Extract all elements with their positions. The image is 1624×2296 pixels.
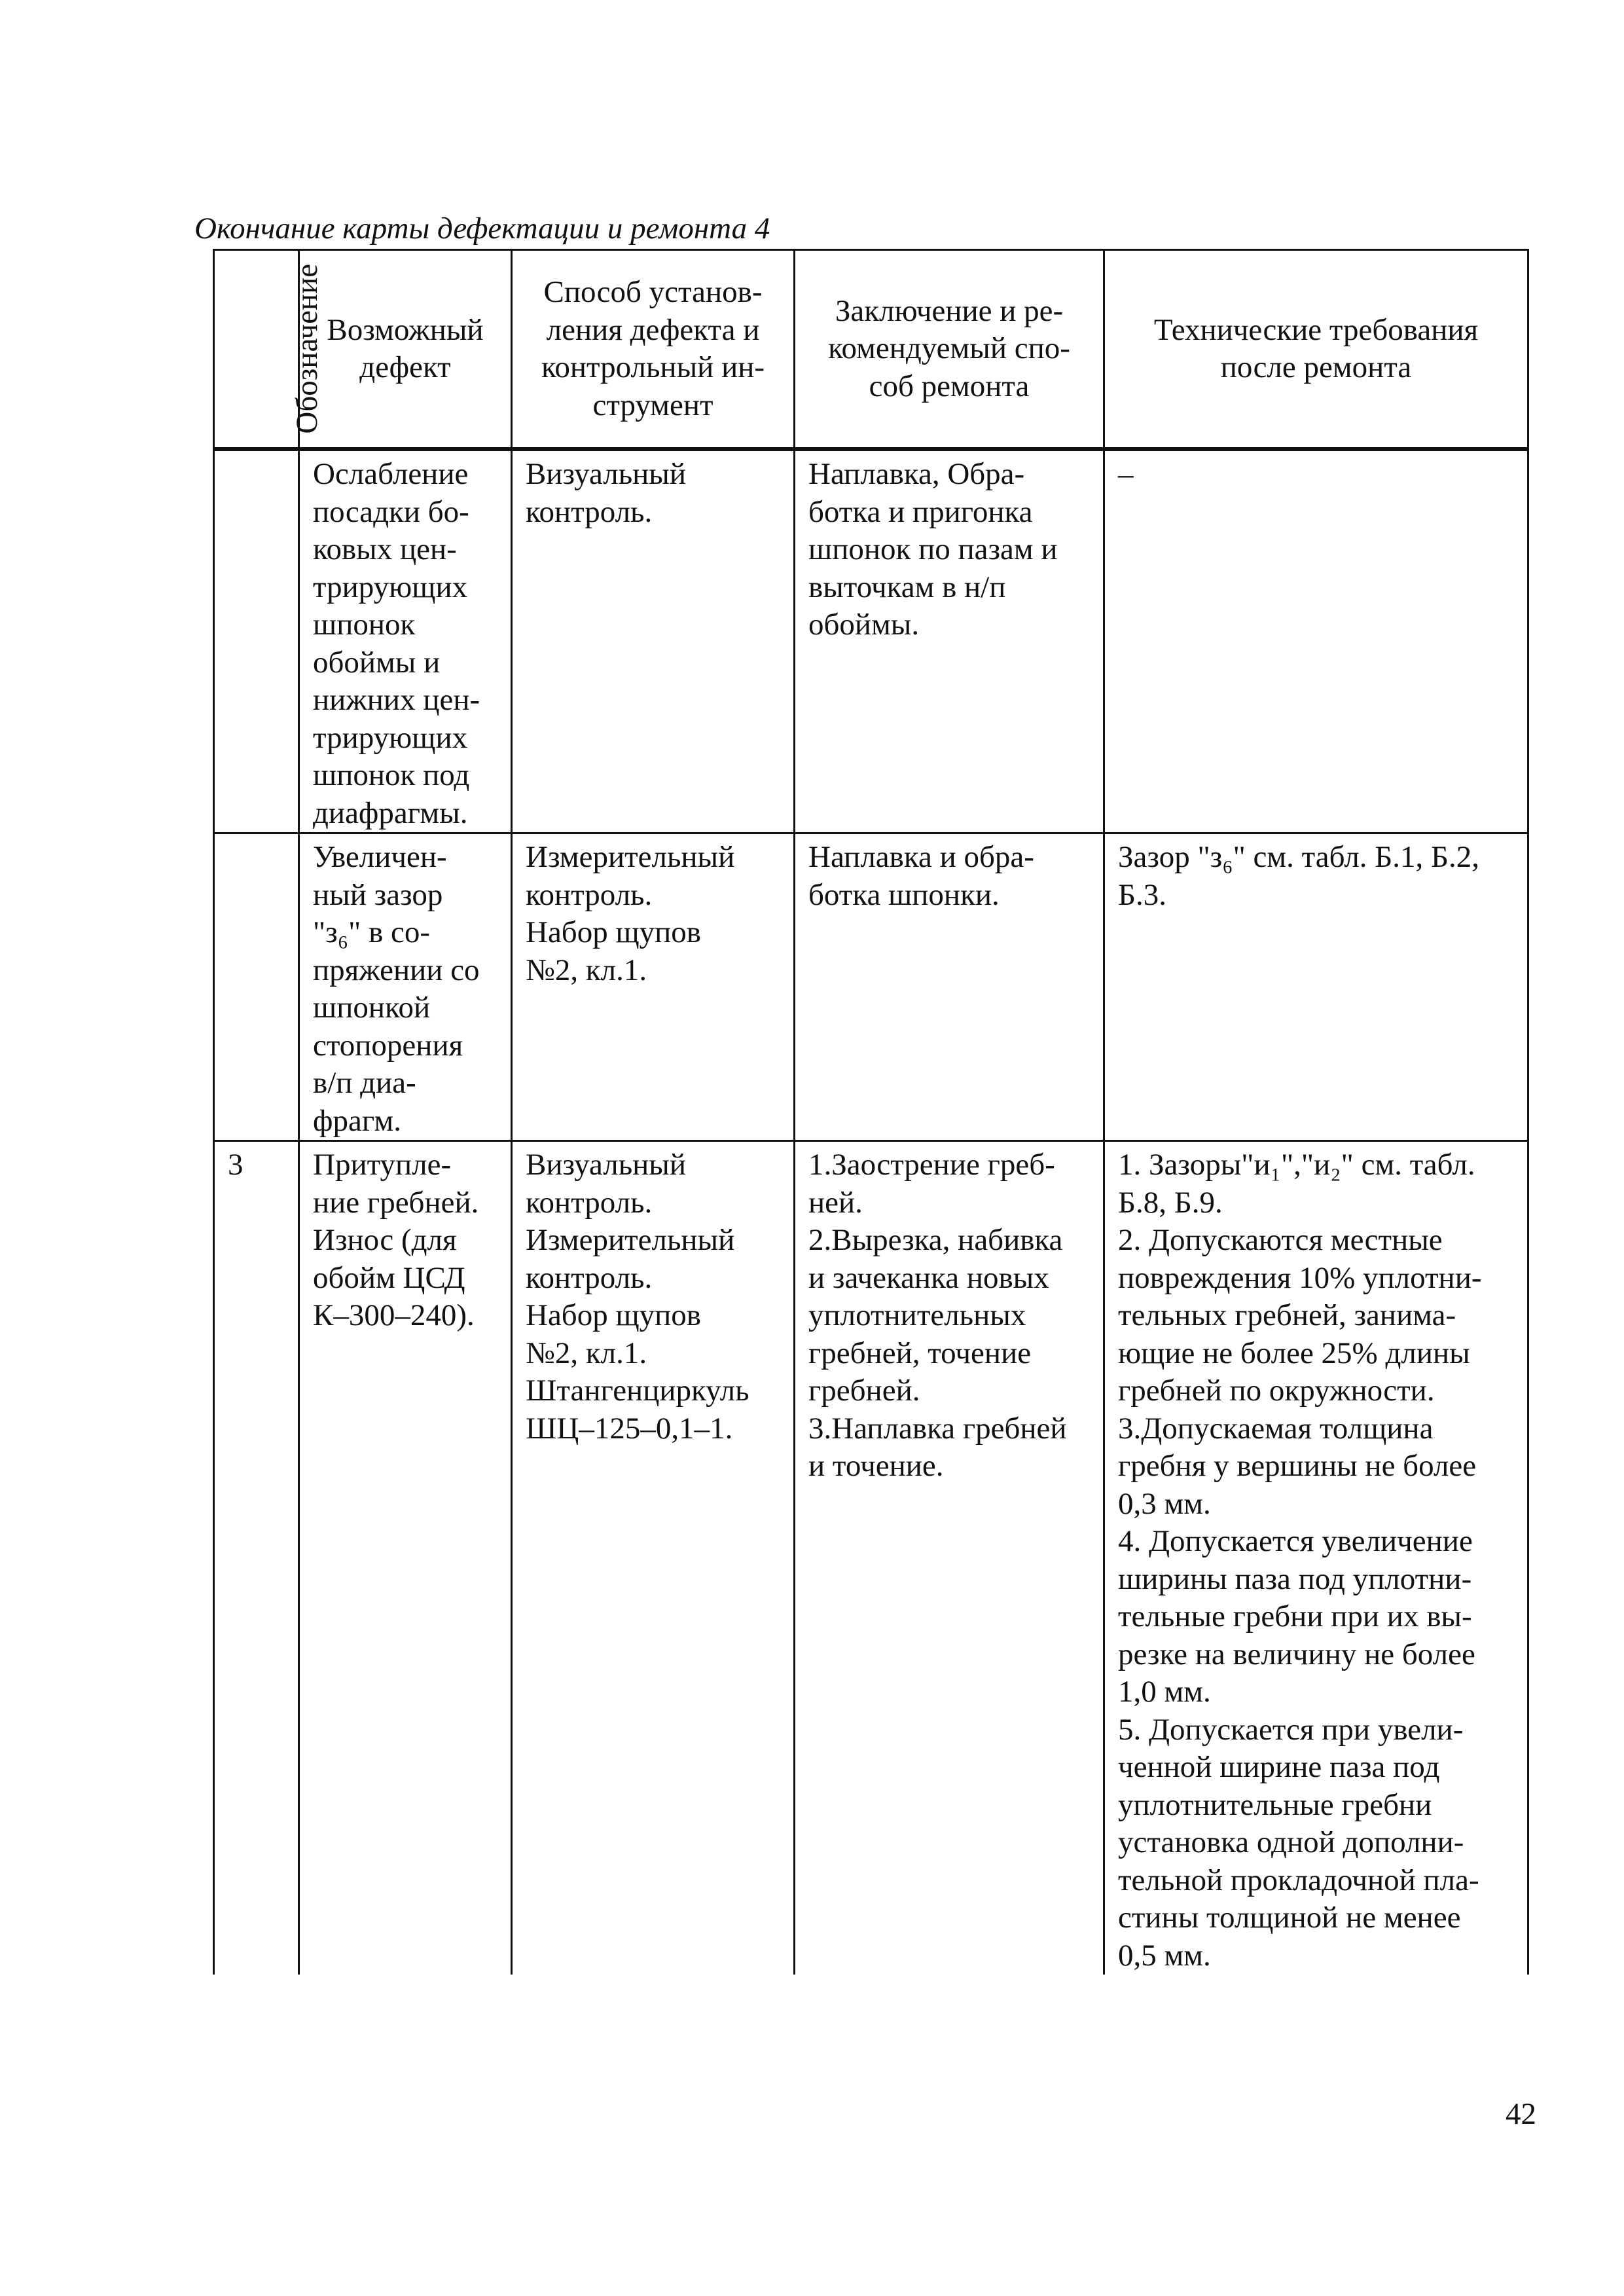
cell-method [512,1141,795,1975]
header-defect [299,250,512,450]
cell-text-line: Увеличен- [313,840,447,874]
table-row [214,833,1528,1141]
cell-text-line: Измерительный [526,840,735,874]
cell-text-line: контроль. [526,1260,653,1295]
cell-text-line: гребней, точение [808,1336,1032,1370]
cell-text-line: 2. Допускаются местные [1118,1223,1443,1257]
cell-text-line: обоймы. [808,608,920,642]
header-conclusion [795,250,1104,450]
cell-text-line: ние гребней. [313,1185,479,1220]
cell-text-line: 0,3 мм. [1118,1486,1211,1521]
header-designation [214,250,325,450]
cell-text-line: уплотнительные гребни [1118,1787,1432,1822]
cell-text-line: Ослабление [313,457,469,491]
cell-text-line: повреждения 10% уплотни- [1118,1260,1482,1295]
cell-text-line: Набор щупов [526,1298,702,1332]
cell-conclusion [795,1141,1104,1975]
cell-text-line: ширины паза под уплотни- [1118,1561,1472,1596]
cell-text-line: Измерительный [526,1223,735,1257]
cell-text-line: посадки бо- [313,494,469,529]
cell-text-line: Износ (для [313,1223,457,1257]
cell-text-line: обойм ЦСД [313,1260,465,1295]
cell-text-line: 1.Заострение греб- [808,1148,1055,1182]
cell-text-line: 5. Допускается при увели- [1118,1712,1464,1747]
cell-text-line: тельных гребней, занима- [1118,1298,1456,1332]
cell-defect [299,1141,512,1975]
page-number: 42 [1506,2097,1536,2131]
cell-text-line: Наплавка и обра- [808,840,1034,874]
cell-text-line: соб ремонта [869,369,1030,403]
cell-text-line: контроль. [526,1185,653,1220]
cell-text-line: тельной прокладочной пла- [1118,1863,1479,1897]
cell-text-line: и зачеканка новых [808,1260,1049,1295]
cell-text-line: Способ установ- [543,275,763,309]
cell-text-line: 1. Зазоры"и₁","и₂" см. табл. [1118,1148,1475,1182]
cell-text-line: шпонок [313,608,416,642]
cell-text-line: после ремонта [1220,350,1412,384]
cell-text-line: 4. Допускается увеличение [1118,1524,1473,1558]
cell-text-line: нижних цен- [313,683,480,717]
cell-text-line: гребня у вершины не более [1118,1449,1477,1483]
cell-conclusion [795,449,1104,833]
cell-text-line: контрольный ин- [541,350,765,384]
header-method [512,250,795,450]
cell-text-line: фрагм. [313,1103,401,1138]
cell-text-line: комендуемый спо- [828,331,1070,366]
cell-text-line: пряжении со [313,953,480,987]
cell-method [512,833,795,1141]
cell-text-line: Наплавка, Обра- [808,457,1025,491]
cell-text-line: ления дефекта и [546,312,760,347]
cell-requirements [1104,449,1528,833]
cell-text-line: Визуальный [526,457,687,491]
cell-defect [299,449,512,833]
cell-text-line: "з₆" в со- [313,915,431,949]
table-caption: Окончание карты дефектации и ремонта 4 [194,211,770,246]
cell-text-line: Зазор "з₆" см. табл. Б.1, Б.2, [1118,840,1480,874]
cell-text-line: гребней по окружности. [1118,1374,1435,1408]
cell-text-line: установка одной дополни- [1118,1825,1464,1859]
header-row [214,250,1528,450]
cell-text-line: ный зазор [313,877,443,912]
cell-text-line: ченной ширине паза под [1118,1750,1440,1784]
cell-defect [299,833,512,1141]
cell-text-line: К–300–240). [313,1298,475,1332]
table-row [214,449,1528,833]
cell-text-line: стопорения [313,1028,463,1063]
cell-text-line: струмент [592,388,713,422]
cell-text-line: 2.Вырезка, набивка [808,1223,1063,1257]
cell-text-line: в/п диа- [313,1066,416,1100]
cell-text-line: диафрагмы. [313,795,468,830]
cell-text-line: Притупле- [313,1148,452,1182]
cell-designation [214,449,299,833]
cell-requirements [1104,833,1528,1141]
cell-text-line: Возможный [327,312,484,347]
cell-text-line: Б.3. [1118,877,1166,912]
header-requirements [1104,250,1528,450]
cell-text-line: 1,0 мм. [1118,1675,1211,1709]
header-designation-label: Обозначение [290,264,325,434]
defect-repair-table [213,249,1529,1975]
cell-text-line: №2, кл.1. [526,1336,647,1370]
cell-text-line: стины толщиной не менее [1118,1901,1461,1935]
cell-text-line: – [1118,457,1134,491]
cell-text-line: шпонкой [313,991,431,1025]
cell-designation: 3 [214,1141,299,1975]
cell-text-line: ней. [808,1185,863,1220]
cell-text-line: уплотнительных [808,1298,1026,1332]
cell-text-line: №2, кл.1. [526,953,647,987]
table-row [214,1141,1528,1975]
cell-text-line: Набор щупов [526,915,702,949]
cell-text-line: трирующих [313,570,468,604]
cell-text-line: выточкам в н/п [808,570,1006,604]
cell-text-line: шпонок по пазам и [808,532,1058,566]
cell-text-line: резке на величину не более [1118,1637,1475,1671]
cell-text-line: шпонок под [313,758,470,792]
cell-designation [214,833,299,1141]
cell-text-line: гребней. [808,1374,920,1408]
cell-method [512,449,795,833]
cell-text-line: ковых цен- [313,532,457,566]
cell-text-line: контроль. [526,494,653,529]
cell-text-line: дефект [359,350,451,384]
cell-text-line: Визуальный [526,1148,687,1182]
cell-text-line: ШЦ–125–0,1–1. [526,1411,733,1446]
cell-conclusion [795,833,1104,1141]
cell-text-line: Технические требования [1153,312,1479,347]
cell-text-line: Штангенциркуль [526,1374,749,1408]
cell-text-line: трирующих [313,720,468,755]
cell-requirements [1104,1141,1528,1975]
cell-text-line: Заключение и ре- [835,293,1064,328]
cell-text-line: Б.8, Б.9. [1118,1185,1223,1220]
cell-text-line: ботка шпонки. [808,877,1000,912]
cell-text-line: 3.Допускаемая толщина [1118,1411,1434,1446]
cell-text-line: 0,5 мм. [1118,1938,1211,1973]
cell-text-line: тельные гребни при их вы- [1118,1599,1472,1633]
cell-text-line: ющие не более 25% длины [1118,1336,1470,1370]
cell-text-line: и точение. [808,1449,944,1483]
cell-text-line: обоймы и [313,645,441,680]
cell-text-line: ботка и пригонка [808,494,1033,529]
cell-text-line: контроль. [526,877,653,912]
cell-text-line: 3.Наплавка гребней [808,1411,1067,1446]
